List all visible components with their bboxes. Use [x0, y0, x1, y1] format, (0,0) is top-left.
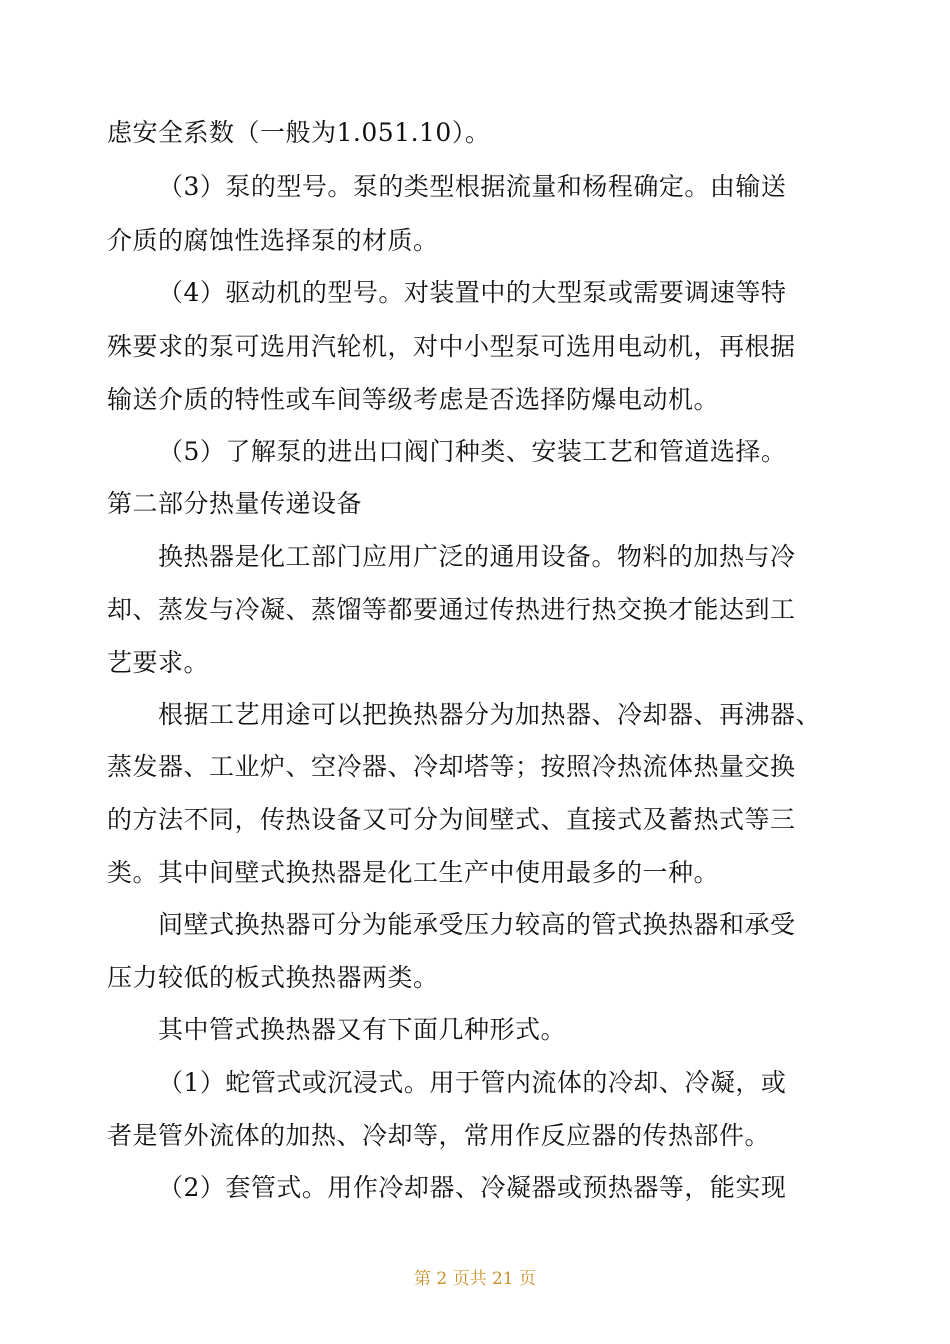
text-line: 间壁式换热器可分为能承受压力较高的管式换热器和承受 [158, 910, 796, 939]
text-line: （2）套管式。用作冷却器、冷凝器或预热器等，能实现 [158, 1173, 787, 1202]
text-line: 却、蒸发与冷凝、蒸馏等都要通过传热进行热交换才能达到工 [107, 595, 796, 624]
text-line: （1）蛇管式或沉浸式。用于管内流体的冷却、冷凝，或 [158, 1068, 787, 1097]
text-line: 压力较低的板式换热器两类。 [107, 963, 439, 992]
text-line: 输送介质的特性或车间等级考虑是否选择防爆电动机。 [107, 385, 720, 414]
text-line: 蒸发器、工业炉、空冷器、冷却塔等；按照冷热流体热量交换 [107, 752, 796, 781]
text-line: 虑安全系数（一般为1.051.10）。 [107, 118, 491, 147]
text-line: 换热器是化工部门应用广泛的通用设备。物料的加热与冷 [158, 542, 796, 571]
text-line: 根据工艺用途可以把换热器分为加热器、冷却器、再沸器、 [158, 700, 822, 729]
text-line: 的方法不同，传热设备又可分为间壁式、直接式及蓄热式等三 [107, 805, 796, 834]
text-line: 其中管式换热器又有下面几种形式。 [158, 1015, 567, 1044]
text-line: 类。其中间壁式换热器是化工生产中使用最多的一种。 [107, 858, 720, 887]
text-line: （5）了解泵的进出口阀门种类、安装工艺和管道选择。 [158, 437, 787, 466]
text-line: 殊要求的泵可选用汽轮机，对中小型泵可选用电动机，再根据 [107, 332, 796, 361]
text-line: 介质的腐蚀性选择泵的材质。 [107, 226, 439, 255]
page-number-footer: 第 2 页共 21 页 [413, 1269, 537, 1289]
text-line: （3）泵的型号。泵的类型根据流量和杨程确定。由输送 [158, 172, 787, 201]
text-line: （4）驱动机的型号。对装置中的大型泵或需要调速等特 [158, 278, 787, 307]
section-heading: 第二部分热量传递设备 [107, 489, 363, 518]
text-line: 者是管外流体的加热、冷却等，常用作反应器的传热部件。 [107, 1121, 771, 1150]
text-line: 艺要求。 [107, 648, 210, 677]
